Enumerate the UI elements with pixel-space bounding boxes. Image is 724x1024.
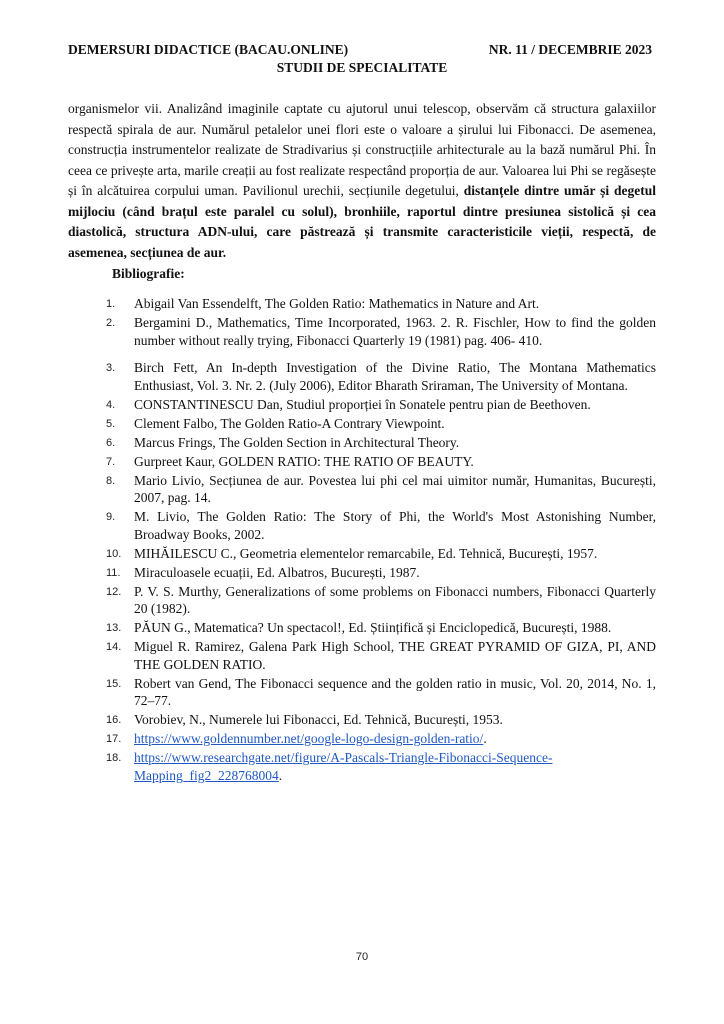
item-text: MIHĂILESCU C., Geometria elementelor remarcabile, Ed. Tehnică, București, 1957. (134, 545, 598, 561)
bibliography-item (106, 359, 656, 394)
reference-link[interactable]: https://www.goldennumber.net/google-logo-design-golden-ratio/ (134, 731, 484, 746)
item-number: 9. (106, 511, 116, 523)
item-text: CONSTANTINESCU Dan, Studiul proporției în Sonatele pentru pian de Beethoven. (134, 396, 591, 412)
item-number: 11. (106, 566, 121, 579)
item-text: Mario Livio, Secțiunea de aur. Povestea lui phi cel mai uimitor număr, Humanitas, București, 2007, pag. 14. (134, 472, 656, 505)
bibliography-item (106, 749, 656, 784)
section-title: STUDII DE SPECIALITATE (276, 60, 448, 75)
journal-title: DEMERSURI DIDACTICE (BACAU.ONLINE) (68, 42, 349, 57)
bibliography-item (106, 675, 656, 710)
item-number: 18. (106, 752, 122, 764)
item-text: Vorobiev, N., Numerele lui Fibonacci, Ed. Tehnică, București, 1953. (134, 712, 503, 727)
paragraph-normal-text: organismelor vii. Analizând imaginile captate cu ajutorul unui telescop, observăm că structura galaxiilor respectă spirala de aur. Numărul petalelor unei flori este o valoare a șirului lui Fibonacci. De asemenea, construcția instrumentelor realizate de Stradivarius și construcțiile arhitecturale au la bază numărul Phi. În ceea ce privește arta, marile creații au fost realizate respectând proporția de aur. Valoarea lui Phi se regăsește și în alcătuirea corpului uman. Pavilionul urechii, secțiunile degetului, (68, 101, 656, 198)
item-text: P. V. S. Murthy, Generalizations of some problems on Fibonacci numbers, Fibonacci Quarterly 20 (1982). (134, 583, 656, 616)
bibliography-item (106, 583, 656, 618)
item-number: 14. (106, 641, 122, 653)
item-number: 17. (106, 733, 122, 745)
item-text: Bergamini D., Mathematics, Time Incorporated, 1963. 2. R. Fischler, How to find the golden number without really trying, Fibonacci Quarterly 19 (1981) pag. 406- 410. (134, 315, 656, 348)
item-text: Robert van Gend, The Fibonacci sequence and the golden ratio in music, Vol. 20, 2014, No. 1, 72–77. (134, 675, 656, 708)
item-text: PĂUN G., Matematica? Un spectacol!, Ed. Științifică și Enciclopedică, București, 1988. (134, 620, 612, 635)
bibliography-item (106, 619, 656, 637)
item-text: Marcus Frings, The Golden Section in Architectural Theory. (134, 434, 460, 450)
page-number: 70 (355, 951, 369, 963)
item-number: 7. (106, 455, 116, 468)
bibliography-item (106, 396, 656, 414)
item-number: 5. (106, 417, 116, 430)
bibliography-item (106, 415, 656, 433)
item-number: 13. (106, 622, 122, 634)
item-number: 8. (106, 474, 116, 487)
item-text: Birch Fett, An In-depth Investigation of the Divine Ratio, The Montana Mathematics Enthusiast, Vol. 3. Nr. 2. (July 2006), Editor Bharath Sriraman, The University of Montana. (134, 360, 656, 393)
bibliography-item (106, 545, 656, 563)
bibliography-item (106, 314, 656, 349)
issue-number: NR. 11 / DECEMBRIE 2023 (488, 42, 652, 57)
bibliography-item (106, 711, 656, 729)
item-text: Gurpreet Kaur, GOLDEN RATIO: THE RATIO OF BEAUTY. (134, 453, 474, 469)
item-text: Clement Falbo, The Golden Ratio-A Contrary Viewpoint. (134, 415, 445, 431)
bibliography-item (106, 295, 656, 313)
bibliography-list (106, 295, 656, 786)
item-number: 2. (106, 317, 116, 329)
bibliography-heading: Bibliografie: (112, 266, 185, 281)
body-paragraph (68, 99, 656, 263)
bibliography-item (106, 472, 656, 507)
bibliography-item (106, 508, 656, 543)
bibliography-item (106, 730, 656, 748)
item-number: 6. (106, 436, 116, 449)
item-number: 12. (106, 585, 122, 598)
bibliography-item (106, 638, 656, 673)
item-text: Abigail Van Essendelft, The Golden Ratio: Mathematics in Nature and Art. (134, 296, 540, 311)
reference-link[interactable]: https://www.researchgate.net/figure/A-Pascals-Triangle-Fibonacci-Sequence-Mapping_fig2_228768004 (134, 750, 553, 783)
item-text: Miraculoasele ecuații, Ed. Albatros, București, 1987. (134, 564, 420, 580)
item-number: 16. (106, 714, 122, 726)
item-number: 3. (106, 362, 116, 374)
bibliography-item (106, 434, 656, 452)
item-number: 15. (106, 677, 122, 690)
item-number: 1. (106, 298, 116, 310)
paragraph-bold-text: distanțele dintre umăr și degetul mijlociu (când brațul este paralel cu solul), bronhiile, raportul dintre presiunea sistolică și cea diastolică, structura ADN-ului, care păstrează și transmite caracteristicile vieții, respectă, de asemenea, secțiunea de aur. (68, 183, 656, 260)
item-trailing-punct: . (278, 767, 283, 783)
item-text: M. Livio, The Golden Ratio: The Story of Phi, the World's Most Astonishing Number, Broadway Books, 2002. (134, 509, 656, 542)
item-number: 4. (106, 398, 116, 411)
item-text: Miguel R. Ramirez, Galena Park High School, THE GREAT PYRAMID OF GIZA, PI, AND THE GOLDEN RATIO. (134, 639, 656, 672)
item-trailing-punct: . (483, 731, 487, 746)
bibliography-item (106, 453, 656, 471)
bibliography-item (106, 564, 656, 582)
item-number: 10. (106, 547, 122, 560)
